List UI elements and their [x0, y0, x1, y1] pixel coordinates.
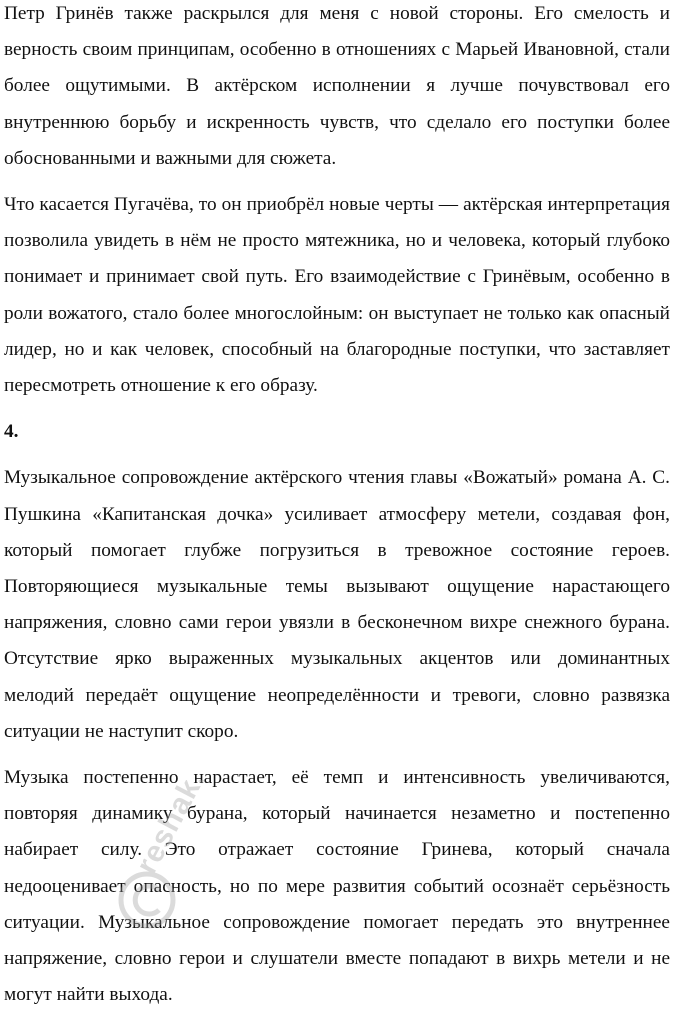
document-page [4, 0, 670, 1023]
watermark-text: reshak.ru [130, 780, 227, 880]
paragraph-music-growth: Музыка постепенно нарастает, её темп и интенсивность увеличиваются, повторяя динамику бурана, который начинается незаметно и постепенно набирает силу. Это отражает состояние Гринева, который сначала недооценивает опасность, но по мере развития событий осознаёт серьёзность ситуации. Музыкальное сопровождение помогает передать это внутреннее напряжение, словно герои и слушатели вместе попадают в вихрь метели и не могут найти выхода. [4, 767, 670, 1006]
paragraph-pugachev: Что касается Пугачёва, то он приобрёл новые черты — актёрская интерпретация позволила увидеть в нём не просто мятежника, но и человека, который глубоко понимает и принимает свой путь. Его взаимодействие с Гринёвым, особенно в роли вожатого, стало более многослойным: он выступает не только как опасный лидер, но и как человек, способный на благородные поступки, что заставляет пересмотреть отношение к его образу. [4, 194, 670, 397]
paragraph-grinev: Петр Гринёв также раскрылся для меня с новой стороны. Его смелость и верность своим принципам, особенно в отношениях с Марьей Ивановной, стали более ощутимыми. В актёрском исполнении я лучше почувствовал его внутреннюю борьбу и искренность чувств, что сделало его поступки более обоснованными и важными для сюжета. [4, 3, 670, 169]
section-number: 4. [4, 421, 19, 443]
paragraph-music-intro: Музыкальное сопровождение актёрского чтения главы «Вожатый» романа А. С. Пушкина «Капитанская дочка» усиливает атмосферу метели, создавая фон, который помогает глубже погрузиться в тревожное состояние героев. Повторяющиеся музыкальные темы вызывают ощущение нарастающего напряжения, словно сами герои увязли в бесконечном вихре снежного бурана. Отсутствие ярко выраженных музыкальных акцентов или доминантных мелодий передаёт ощущение неопределённости и тревоги, словно развязка ситуации не наступит скоро. [4, 467, 670, 742]
